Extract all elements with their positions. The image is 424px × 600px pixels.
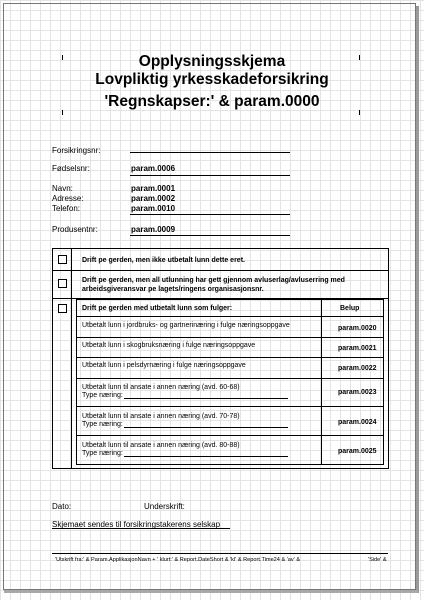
option-2-text: Drift pe gerden, men all utlunning har gett gjennom avluserlag/avluserring med arbeidsgiveransvar pe lagets/ringens organisasjonsnr. bbox=[82, 277, 345, 293]
row-6-type-line bbox=[124, 456, 288, 457]
row-6-type-label: Type næring: bbox=[82, 450, 123, 457]
row-3-text: Utbetalt lunn i pelsdyrnæring i fulge næringsoppgave bbox=[82, 362, 246, 369]
row-1-value: param.0020 bbox=[338, 325, 377, 332]
row-4-type-line bbox=[124, 398, 288, 399]
telefon-label: Telefon: bbox=[52, 204, 81, 213]
row-divider bbox=[76, 435, 384, 436]
underskrift-label: Underskrift: bbox=[144, 502, 185, 511]
fodselsnr-value: param.0006 bbox=[131, 164, 176, 173]
row-divider bbox=[76, 406, 384, 407]
checkbox-opt2[interactable] bbox=[58, 279, 67, 288]
title-line-2: Lovpliktig yrkesskadeforsikring bbox=[95, 71, 329, 88]
page-shadow bbox=[4, 590, 418, 593]
row-divider bbox=[76, 378, 384, 379]
option-3-text: Drift pe gerden med utbetalt lunn som fulger: bbox=[82, 305, 233, 312]
footer-note: Skjemaet sendes til forsikringstakerens selskap bbox=[52, 520, 221, 529]
row-5-type-label: Type næring: bbox=[82, 421, 123, 428]
page-number: 'Side' & bbox=[368, 557, 387, 563]
forsikringsnr-line bbox=[130, 152, 290, 153]
dato-label: Dato: bbox=[52, 502, 72, 511]
checkbox-opt3[interactable] bbox=[58, 304, 67, 313]
produsentnr-value: param.0009 bbox=[131, 225, 176, 234]
navn-value: param.0001 bbox=[131, 184, 176, 193]
option-1-text: Drift pe gerden, men ikke utbetalt lunn dette eret. bbox=[82, 257, 245, 264]
row-2-value: param.0021 bbox=[338, 345, 377, 352]
row-6-text: Utbetalt lunn til ansate i annen næring (avd. 80-88) bbox=[82, 442, 240, 449]
adresse-label: Adresse: bbox=[52, 194, 84, 203]
row-5-text: Utbetalt lunn til ansate i annen næring (avd. 70-78) bbox=[82, 413, 240, 420]
produsentnr-label: Produsentnr: bbox=[52, 225, 98, 234]
row-divider bbox=[76, 337, 384, 338]
row-2-text: Utbetalt lunn i skogbruksnæring i fulge næringsoppgave bbox=[82, 342, 256, 349]
row-4-type-label: Type næring: bbox=[82, 392, 123, 399]
row-divider bbox=[76, 357, 384, 358]
row-3-value: param.0022 bbox=[338, 365, 377, 372]
produsentnr-line bbox=[130, 235, 290, 236]
amount-col-divider bbox=[321, 299, 322, 465]
row-4-value: param.0023 bbox=[338, 389, 377, 396]
row-5-value: param.0024 bbox=[338, 419, 377, 426]
table-divider bbox=[71, 248, 72, 469]
row-1-text: Utbetalt lunn i jordbruks- og gartnerinæring i fulge næringsoppgave bbox=[82, 322, 290, 329]
telefon-value: param.0010 bbox=[131, 204, 176, 213]
print-separator bbox=[52, 553, 388, 554]
adresse-value: param.0002 bbox=[131, 194, 176, 203]
title-line-1: Opplysningsskjema bbox=[138, 53, 286, 70]
footer-note-line bbox=[52, 528, 230, 529]
row-divider bbox=[76, 316, 384, 317]
navn-label: Navn: bbox=[52, 184, 73, 193]
telefon-line bbox=[130, 214, 290, 215]
title-line-3: 'Regnskapser:' & param.0000 bbox=[104, 93, 320, 110]
fodselsnr-label: Fødselsnr: bbox=[52, 164, 90, 173]
print-info: 'Utskrift fra:' & Param.ApplikasjonNavn + ' klurt:' & Report.DateShort & 'kl' & Report.Time24 & 'av' & bbox=[55, 557, 301, 563]
belop-header: Belup bbox=[340, 305, 360, 312]
checkbox-opt1[interactable] bbox=[58, 255, 67, 264]
row-5-type-line bbox=[124, 427, 288, 428]
row-4-text: Utbetalt lunn til ansate i annen næring (avd. 60-68) bbox=[82, 384, 240, 391]
forsikringsnr-label: Forsikringsnr: bbox=[52, 146, 101, 155]
fodselsnr-line bbox=[130, 175, 290, 176]
table-divider bbox=[52, 270, 389, 271]
row-6-value: param.0025 bbox=[338, 448, 377, 455]
